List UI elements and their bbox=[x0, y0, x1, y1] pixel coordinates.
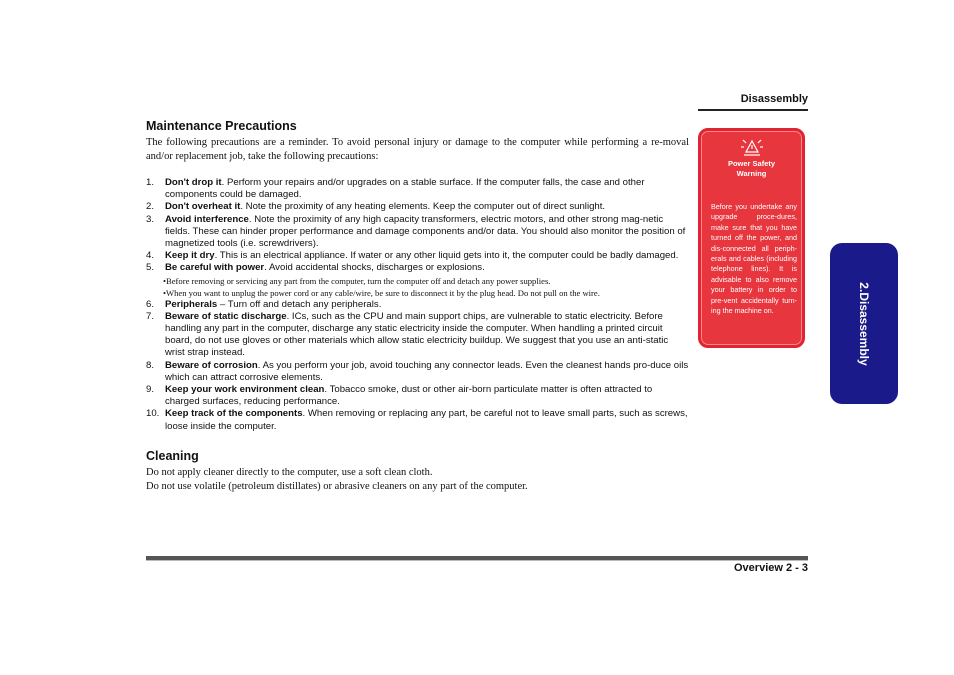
power-safety-icon bbox=[739, 137, 765, 157]
list-item: 3. Avoid interference. Note the proximity of any high capacity transformers, electric motors, and other strong mag-netic fields. These can hinder proper performance and damage components and/or data. You should also monitor the position of magnetized tools (i.e. screwdrivers). bbox=[146, 213, 686, 250]
page-footer: Overview 2 - 3 bbox=[734, 562, 808, 574]
main-content bbox=[146, 119, 689, 494]
header-section-title: Disassembly bbox=[740, 93, 808, 105]
list-item: 9. Keep your work environment clean. Tobacco smoke, dust or other air-born particulate matter is often attracted to charged surfaces, reducing performance. bbox=[146, 384, 653, 408]
warning-title-line: Power Safety bbox=[727, 159, 776, 168]
side-tab-label: 2.Disassembly bbox=[857, 281, 871, 366]
list-item: 7. Beware of static discharge. ICs, such as the CPU and main support chips, are vulnerable to static electricity. Before handling any part in the computer, discharge any static electricity inside the computer. When handling a printed circuit board, do not use gloves or other materials which allow static electricity buildup. We suggest that you use an anti-static wrist strap instead. bbox=[146, 310, 669, 359]
cleaning-line: Do not apply cleaner directly to the computer, use a soft clean cloth. bbox=[146, 466, 433, 478]
precautions-list bbox=[146, 177, 689, 433]
list-item: 8. Beware of corrosion. As you perform your job, avoid touching any connector leads. Even the cleanest hands pro-duce oils which can attract corrosive elements. bbox=[146, 359, 689, 383]
list-item: 10. Keep track of the components. When removing or replacing any part, be careful not to leave small parts, such as screws, loose inside the computer. bbox=[146, 408, 688, 432]
cleaning-heading: Cleaning bbox=[146, 448, 199, 463]
list-item: 5. Be careful with power. Avoid accidental shocks, discharges or explosions. bbox=[146, 262, 485, 274]
maintenance-intro: The following precautions are a reminder. To avoid personal injury or damage to the computer while performing a re-moval and/or replacement job, take the following precautions: bbox=[146, 137, 689, 162]
warning-title bbox=[701, 159, 802, 179]
power-bullet: •Before removing or servicing any part from the computer, turn the computer off and detach any power supplies. bbox=[163, 275, 551, 286]
warning-title-line: Warning bbox=[736, 169, 767, 178]
power-bullet: •When you want to unplug the power cord or any cable/wire, be sure to disconnect it by the plug head. Do not pull on the wire. bbox=[163, 287, 600, 298]
list-item: 6. Peripherals – Turn off and detach any peripherals. bbox=[146, 298, 382, 310]
power-safety-warning-box bbox=[698, 128, 805, 348]
header-rule bbox=[698, 109, 808, 111]
footer-rule-shadow bbox=[146, 560, 808, 561]
list-item: 1. Don't drop it. Perform your repairs and/or upgrades on a stable surface. If the computer falls, the case and other components could be damaged. bbox=[146, 177, 645, 201]
cleaning-line: Do not use volatile (petroleum distillates) or abrasive cleaners on any part of the computer. bbox=[146, 480, 528, 492]
warning-body: Before you undertake any upgrade proce-dures, make sure that you have turned off the power, and dis-connected all periph-erals and cables (including telephone lines). It is advisable to also remove your battery in order to pre-vent accidentally turn-ing the machine on. bbox=[711, 202, 797, 316]
list-item: 4. Keep it dry. This is an electrical appliance. If water or any other liquid gets into it, the computer could be badly damaged. bbox=[146, 250, 679, 262]
chapter-side-tab[interactable] bbox=[830, 243, 898, 404]
list-item: 2. Don't overheat it. Note the proximity of any heating elements. Keep the computer out of direct sunlight. bbox=[146, 201, 606, 213]
cleaning-section bbox=[146, 449, 689, 494]
maintenance-heading: Maintenance Precautions bbox=[146, 119, 297, 133]
